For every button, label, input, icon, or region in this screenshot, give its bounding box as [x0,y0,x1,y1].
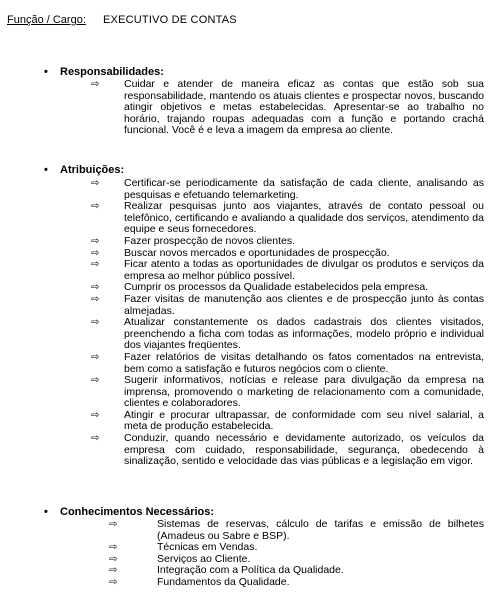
list-item: ⇨ Ficar atento a todas as oportunidades de divulgar os produtos e serviços da empresa ao melhor público possível. [60,259,484,282]
bullet-icon: • [44,506,48,518]
list-item: ⇨ Integração com a Política da Qualidade. [60,565,484,577]
list-item: ⇨ Realizar pesquisas junto aos viajantes, através de contato pessoal ou telefônico, certificando e avaliando a qualidade dos serviços, atendimento da equipe e seus fornecedores. [60,201,484,236]
section-responsabilidades [44,66,484,137]
arrow-right-icon: ⇨ [91,178,100,189]
list-item: ⇨ Fazer relatórios de visitas detalhando os fatos comentados na entrevista, bem como a satisfação e futuros negócios com o cliente. [60,352,484,375]
list-item: ⇨ Sugerir informativos, notícias e release para divulgação da empresa na imprensa, promovendo o marketing de relacionamento com a comunidade, clientes e colaboradores. [60,375,484,410]
arrow-right-icon: ⇨ [91,293,100,305]
bullet-icon: • [44,66,48,78]
arrow-right-icon: ⇨ [91,375,100,387]
arrow-right-icon: ⇨ [109,519,118,530]
section-title: Atribuições: [60,164,125,176]
arrow-right-icon: ⇨ [109,542,118,554]
arrow-right-icon: ⇨ [91,201,100,213]
list-item: ⇨ Serviços ao Cliente. [60,554,484,566]
list-item: ⇨ Atualizar constantemente os dados cadastrais dos clientes visitados, preenchendo a ficha com todas as informações, modelo próprio e individual dos viajantes freqüentes. [60,317,484,352]
arrow-right-icon: ⇨ [91,351,100,363]
document-header [7,14,237,26]
arrow-right-icon: ⇨ [91,317,100,329]
list-item: ⇨ Técnicas em Vendas. [60,542,484,554]
list-item: ⇨ Fazer prospecção de novos clientes. [60,236,484,248]
arrow-right-icon: ⇨ [91,433,100,445]
list-item: ⇨ Atingir e procurar ultrapassar, de conformidade com seu nível salarial, a meta de produção estabelecida. [60,410,484,433]
section-title: Conhecimentos Necessários: [60,506,215,518]
section-title: Responsabilidades: [60,66,164,78]
list-item: ⇨ Fundamentos da Qualidade. [60,577,484,589]
arrow-right-icon: ⇨ [109,553,118,565]
arrow-right-icon: ⇨ [91,247,100,259]
bullet-icon: • [44,164,48,176]
job-title: EXECUTIVO DE CONTAS [103,14,237,26]
list-item: ⇨ Buscar novos mercados e oportunidades de prospecção. [60,248,484,260]
list-item: ⇨ Cumprir os processos da Qualidade estabelecidos pela empresa. [60,282,484,294]
list-item: ⇨ Certificar-se periodicamente da satisfação de cada cliente, analisando as pesquisas e efetuando telemarketing. [60,178,484,201]
list-item: ⇨ Sistemas de reservas, cálculo de tarifas e emissão de bilhetes (Amadeus ou Sabre e BSP). [60,519,484,542]
job-title-label: Função / Cargo: [7,14,86,26]
arrow-right-icon: ⇨ [109,565,118,577]
arrow-right-icon: ⇨ [91,282,100,294]
arrow-right-icon: ⇨ [91,235,100,247]
arrow-right-icon: ⇨ [91,79,100,90]
list-item: ⇨ Fazer visitas de manutenção aos clientes e de prospecção junto às contas almejadas. [60,294,484,317]
list-item: ⇨ Conduzir, quando necessário e devidamente autorizado, os veículos da empresa com cuidado, responsabilidade, segurança, obedecendo à sinalização, sentido e velocidade das vias públicas e a legislação em vigor. [60,433,484,468]
section-conhecimentos [44,506,484,589]
list-item: ⇨ Cuidar e atender de maneira eficaz as contas que estão sob sua responsabilidade, mantendo os atuais clientes e prospectar novos, buscando atingir objetivos e metas estabelecidas. Apresentar-se ao trabalho no horário, trajando roupas adequadas com a função e portando crachá funcional. Você é e leva a imagem da empresa ao cliente. [60,79,484,137]
section-atribuicoes [44,164,484,468]
arrow-right-icon: ⇨ [109,576,118,588]
arrow-right-icon: ⇨ [91,259,100,271]
arrow-right-icon: ⇨ [91,409,100,421]
